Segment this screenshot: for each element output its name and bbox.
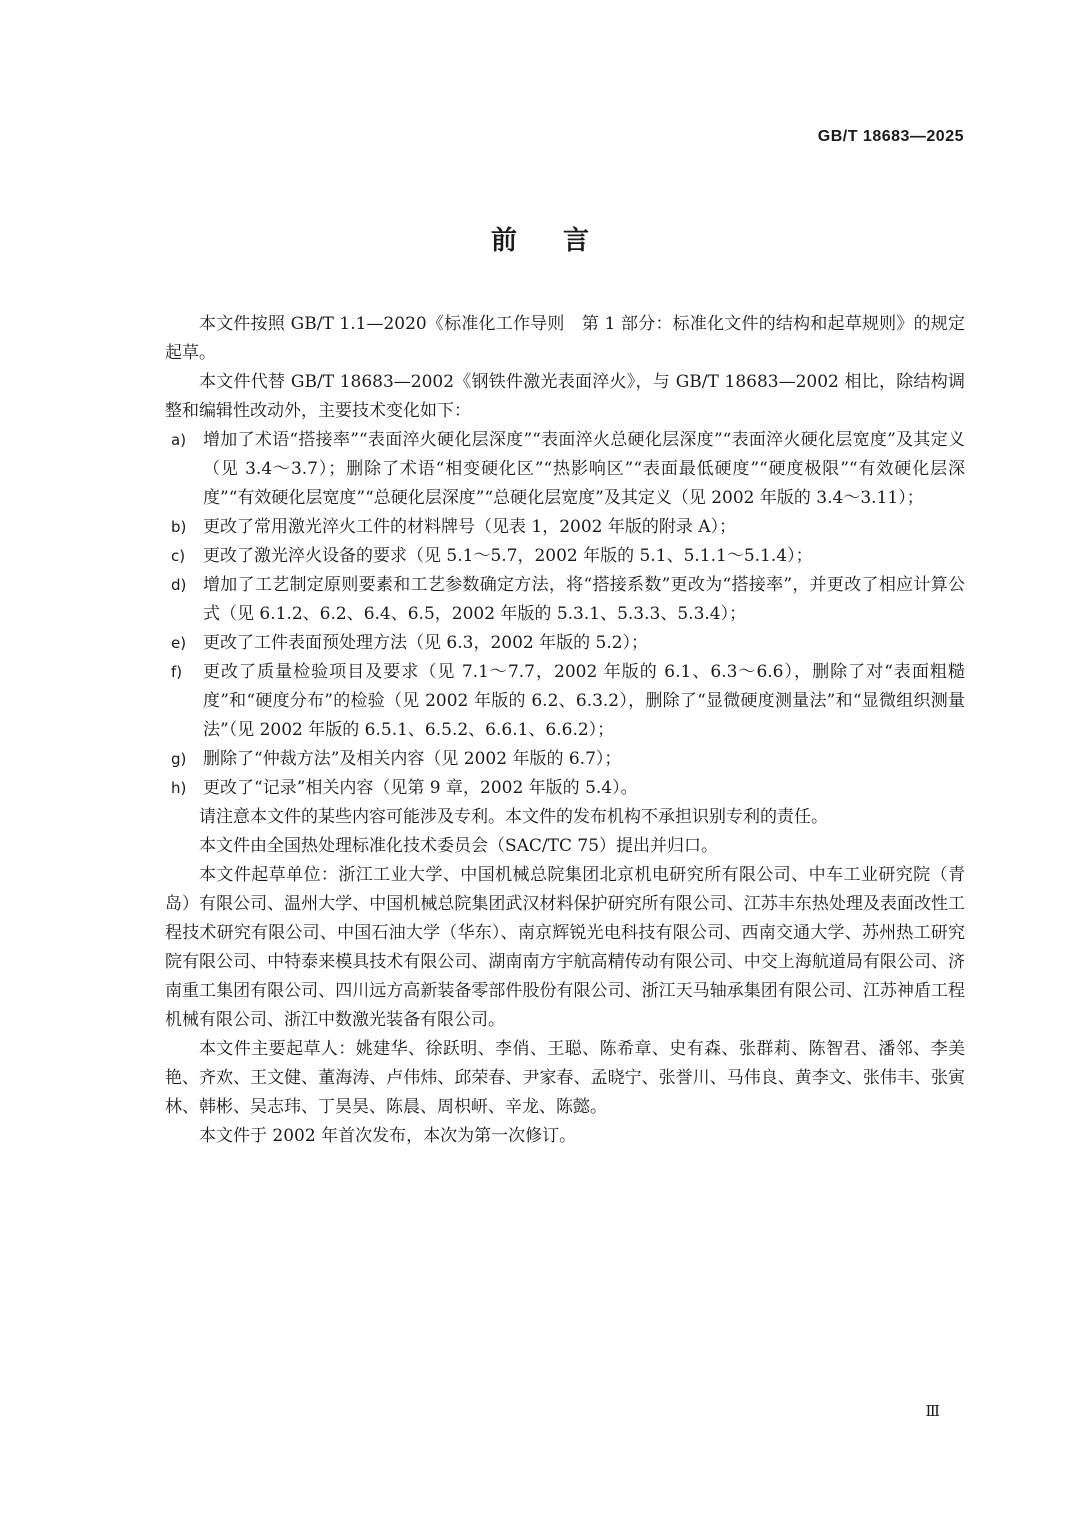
list-item-text: 更改了“记录”相关内容（见第 9 章，2002 年版的 5.4）。: [203, 778, 638, 798]
list-item-text: 更改了激光淬火设备的要求（见 5.1～5.7，2002 年版的 5.1、5.1.1～5.1.4）；: [203, 546, 813, 566]
list-item-label: g): [171, 750, 187, 768]
list-item-label: d): [171, 576, 187, 594]
standard-code: GB/T 18683—2025: [817, 128, 964, 145]
list-item: [165, 658, 965, 745]
list-item: [165, 745, 965, 774]
list-item-text: 更改了工件表面预处理方法（见 6.3，2002 年版的 5.2）；: [203, 633, 649, 653]
technical-changes-list: [165, 426, 965, 803]
list-item-label: e): [171, 634, 187, 652]
drafting-units-paragraph: 本文件起草单位：浙江工业大学、中国机械总院集团北京机电研究所有限公司、中车工业研究院（青岛）有限公司、温州大学、中国机械总院集团武汉材料保护研究所有限公司、江苏丰东热处理及表面改性工程技术研究有限公司、中国石油大学（华东）、南京辉锐光电科技有限公司、西南交通大学、苏州热工研究院有限公司、中特泰来模具技术有限公司、湖南南方宇航高精传动有限公司、中交上海航道局有限公司、济南重工集团有限公司、四川远方高新装备零部件股份有限公司、浙江天马轴承集团有限公司、江苏神盾工程机械有限公司、浙江中数激光装备有限公司。: [165, 865, 965, 1030]
list-item-text: 更改了质量检验项目及要求（见 7.1～7.7，2002 年版的 6.1、6.3～6.6），删除了对“表面粗糙度”和“硬度分布”的检验（见 2002 年版的 6.2、6.3.2），删除了“显微硬度测量法”和“显微组织测量法”（见 2002 年版的 6.5.1、6.5.2、6.6.1、6.6.2）；: [203, 662, 965, 740]
list-item: [165, 774, 965, 803]
page-number: Ⅲ: [925, 1404, 940, 1420]
committee-paragraph: 本文件由全国热处理标准化技术委员会（SAC/TC 75）提出并归口。: [199, 836, 719, 856]
list-item: [165, 571, 965, 629]
list-item-text: 删除了“仲裁方法”及相关内容（见 2002 年版的 6.7）；: [203, 749, 622, 769]
intro-paragraph-drafting: 本文件按照 GB/T 1.1—2020《标准化工作导则 第 1 部分：标准化文件的结构和起草规则》的规定起草。: [165, 314, 965, 363]
patent-notice-paragraph: 请注意本文件的某些内容可能涉及专利。本文件的发布机构不承担识别专利的责任。: [199, 807, 828, 827]
document-body: [165, 310, 965, 1151]
page-title: 前言: [490, 226, 635, 256]
list-item: [165, 513, 965, 542]
list-item-text: 增加了术语“搭接率”“表面淬火硬化层深度”“表面淬火总硬化层深度”“表面淬火硬化层宽度”及其定义（见 3.4～3.7）；删除了术语“相变硬化区”“热影响区”“表面最低硬度”“硬度极限”“有效硬化层深度”“有效硬化层宽度”“总硬化层深度”“总硬化层宽度”及其定义（见 2002 年版的 3.4～3.11）；: [203, 430, 965, 508]
intro-paragraph-replacement: 本文件代替 GB/T 18683—2002《钢铁件激光表面淬火》，与 GB/T 18683—2002 相比，除结构调整和编辑性改动外，主要技术变化如下：: [165, 372, 965, 421]
list-item: [165, 426, 965, 513]
list-item: [165, 542, 965, 571]
list-item: [165, 629, 965, 658]
list-item-label: c): [171, 547, 186, 565]
list-item-text: 增加了工艺制定原则要素和工艺参数确定方法，将“搭接系数”更改为“搭接率”，并更改了相应计算公式（见 6.1.2、6.2、6.4、6.5，2002 年版的 5.3.1、5.3.3、5.3.4）；: [203, 575, 965, 624]
list-item-label: b): [171, 518, 187, 536]
list-item-text: 更改了常用激光淬火工件的材料牌号（见表 1，2002 年版的附录 A）；: [203, 517, 737, 537]
drafters-paragraph: 本文件主要起草人：姚建华、徐跃明、李俏、王聪、陈希章、史有森、张群莉、陈智君、潘邻、李美艳、齐欢、王文健、董海涛、卢伟炜、邱荣春、尹家春、孟晓宁、张誉川、马伟良、黄李文、张伟丰、张寅林、韩彬、吴志玮、丁昊昊、陈晨、周枳岍、辛龙、陈懿。: [165, 1039, 965, 1117]
publication-history-paragraph: 本文件于 2002 年首次发布，本次为第一次修订。: [199, 1126, 577, 1146]
list-item-label: a): [171, 431, 187, 449]
list-item-label: f): [171, 663, 183, 681]
list-item-label: h): [171, 779, 187, 797]
